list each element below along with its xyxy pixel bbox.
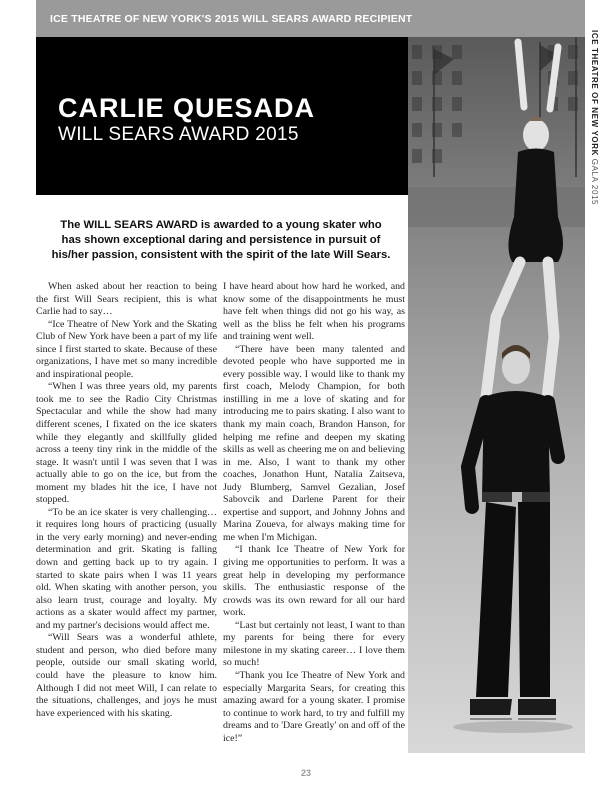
paragraph: “To be an ice skater is very challenging… it requires long hours of practicing (usually in the very early morning) and never-ending determination and grit. Skating is falling down and getting back up to try again. I started to skate pairs when I was 11 years old. When skating with another person, you also learn trust, courage and loyalty. My actions as a skater would affect my partner, and my partner's decisions would affect me.	[36, 506, 217, 631]
intro-statement: The WILL SEARS AWARD is awarded to a young skater who has shown exceptional daring and persistence in pursuit of his/her passion, consistent with the spirit of the late Will Sears.	[51, 219, 391, 261]
paragraph: “Ice Theatre of New York and the Skating Club of New York have been a part of my life since I first started to skate. Because of these organizations, I have met so many incredible and inspirational people.	[36, 318, 217, 380]
header-banner-text: ICE THEATRE OF NEW YORK'S 2015 WILL SEARS AWARD RECIPIENT	[50, 13, 413, 25]
page-subtitle: WILL SEARS AWARD 2015	[58, 124, 299, 145]
article-column-1	[36, 281, 217, 720]
sidebar-event: GALA 2015	[590, 158, 599, 206]
paragraph: “When I was three years old, my parents took me to see the Radio City Christmas Spectacular and while the show had many different scenes, I fixated on the ice skaters while they elegantly and skillfully glided across a teeny tiny rink in the middle of the stage. It wasn't until I was seven that I was actually able to go on the ice, but from the moment my blades hit the ice, I have not stopped.	[36, 381, 217, 506]
paragraph: “There have been many talented and devoted people who have supported me in every possible way. I would like to thank my first coach, Melody Champion, for both instilling in me a love of skating and for introducing me to pairs skating. I also want to thank my main coach, Brandon Hanson, for helping me refine and deepen my skating skills as well as cheering me on and believing in me. Also, I want to thank my other coaches, Jonathon Hunt, Natalia Zaitseva, Judy Blumberg, Samvel Gezalian, Josef Sabovcik and Darlene Parent for their expertise and support, and Johnny Johns and Marina Zoueva, for always making time for me when I'm Michigan.	[223, 343, 405, 543]
page-number: 23	[300, 768, 311, 778]
paragraph: I have heard about how hard he worked, and know some of the disappointments he must have felt when things did not go his way, as well as the bliss he felt when his programs and training went well.	[223, 281, 405, 343]
paragraph: “I thank Ice Theatre of New York for giving me opportunities to perform. It was a great help in developing my performance skills. The enthusiastic response of the crowds was its own reward for all our hard work.	[223, 544, 405, 619]
sidebar-running-header	[585, 20, 612, 220]
article-column-2	[223, 281, 405, 745]
paragraph: “Thank you Ice Theatre of New York and especially Margarita Sears, for creating this amazing award for a young skater. I promise to continue to work hard, to try and fulfill my dreams and to 'Dare Greatly' on and off of the ice!”	[223, 669, 405, 744]
paragraph: “Last but certainly not least, I want to than my parents for being there for every milestone in my skating career… I love them so much!	[223, 619, 405, 669]
paragraph: When asked about her reaction to being the first Will Sears recipient, this is what Carlie had to say…	[36, 281, 217, 318]
skaters-photo	[408, 37, 585, 753]
page-title: CARLIE QUESADA	[58, 93, 316, 123]
paragraph: “Will Sears was a wonderful athlete, student and person, who died before many people, outside our small skating world, could have the pleasure to know him. Although I did not meet Will, I can relate to the situations, challenges, and joys he must have experienced with his skating.	[36, 632, 217, 719]
sidebar-org: ICE THEATRE OF NEW YORK	[590, 30, 599, 156]
header-banner	[36, 0, 585, 37]
